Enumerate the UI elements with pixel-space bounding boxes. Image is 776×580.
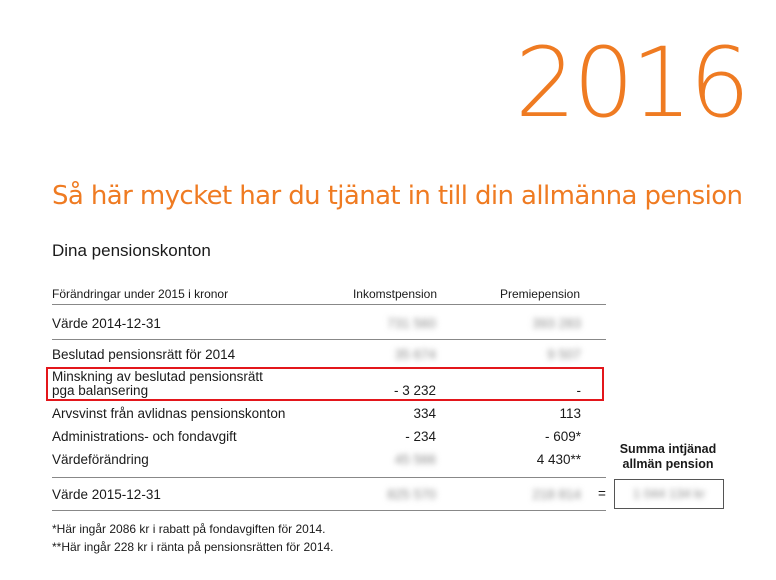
summary-total-box [614, 479, 724, 509]
table-row-label: Värdeförändring [52, 452, 149, 467]
summary-heading-line1: Summa intjänad [619, 442, 717, 456]
column-header-premium-pension: Premiepension [499, 287, 581, 301]
column-header-changes: Förändringar under 2015 i kronor [52, 287, 229, 301]
table-cell-income: 35 674 [394, 347, 436, 362]
table-row-label: Beslutad pensionsrätt för 2014 [52, 347, 236, 362]
table-cell-premium: - 609* [544, 429, 581, 444]
footnote-discount: *Här ingår 2086 kr i rabatt på fondavgiften för 2014. [52, 522, 326, 536]
table-cell-premium: 4 430** [536, 452, 581, 467]
table-cell-premium: 113 [559, 406, 581, 421]
table-row-label-line1: Minskning av beslutad pensionsrätt [52, 369, 263, 384]
table-cell-premium: 218 814 [532, 487, 581, 502]
table-row-label: Arvsvinst från avlidnas pensionskonton [52, 406, 286, 421]
table-row-label-line2: pga balansering [52, 383, 149, 398]
table-cell-income: - 3 232 [393, 383, 436, 398]
footnote-interest: **Här ingår 228 kr i ränta på pensionsrätten för 2014. [52, 540, 334, 554]
table-cell-income: - 234 [405, 429, 436, 444]
table-cell-premium: 9 507 [547, 347, 581, 362]
section-title: Dina pensionskonton [52, 241, 211, 260]
table-cell-income: 825 570 [387, 487, 436, 502]
divider [52, 339, 606, 340]
summary-heading [612, 442, 724, 472]
table-cell-premium: 393 283 [532, 316, 581, 331]
divider [52, 510, 606, 511]
table-cell-income: 334 [413, 406, 436, 421]
year-heading: 2016 [515, 27, 748, 139]
divider [52, 304, 606, 305]
table-cell-income: 731 560 [387, 316, 436, 331]
table-row-label: Värde 2015-12-31 [52, 487, 161, 502]
table-cell-income: 45 566 [394, 452, 436, 467]
table-cell-premium: - [576, 383, 581, 398]
table-row-label: Värde 2014-12-31 [52, 316, 161, 331]
table-row-label: Administrations- och fondavgift [52, 429, 237, 444]
page-headline: Så här mycket har du tjänat in till din allmänna pension [52, 181, 743, 211]
summary-heading-line2: allmän pension [622, 457, 714, 471]
summary-total-value: 1 044 134 kr [632, 486, 706, 501]
equals-sign: = [598, 486, 606, 501]
column-header-income-pension: Inkomstpension [352, 287, 438, 301]
divider [52, 477, 606, 478]
